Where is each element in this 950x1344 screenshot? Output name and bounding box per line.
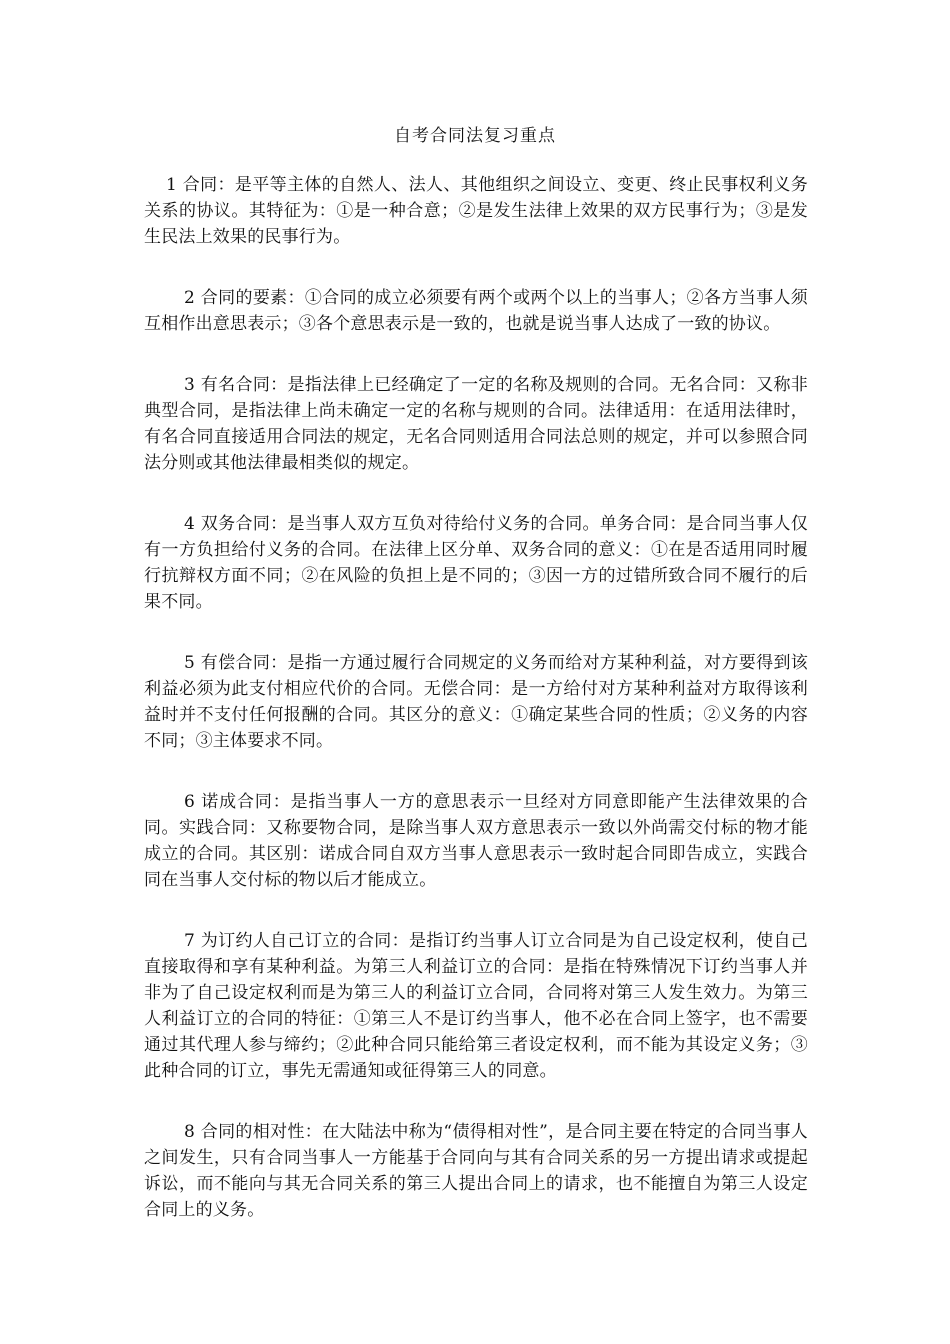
document-body bbox=[144, 172, 808, 1258]
paragraph-4: 4 双务合同：是当事人双方互负对待给付义务的合同。单务合同：是合同当事人仅有一方负担给付义务的合同。在法律上区分单、双务合同的意义：①在是否适用同时履行抗辩权方面不同；②在风险的负担上是不同的；③因一方的过错所致合同不履行的后果不同。 bbox=[144, 514, 808, 612]
paragraph-8: 8 合同的相对性：在大陆法中称为“债得相对性”，是合同主要在特定的合同当事人之间发生，只有合同当事人一方能基于合同向与其有合同关系的另一方提出请求或提起诉讼，而不能向与其无合同关系的第三人提出合同上的请求，也不能擅自为第三人设定合同上的义务。 bbox=[144, 1122, 808, 1220]
paragraph-2: 2 合同的要素：①合同的成立必须要有两个或两个以上的当事人；②各方当事人须互相作出意思表示；③各个意思表示是一致的，也就是说当事人达成了一致的协议。 bbox=[144, 288, 808, 334]
paragraph-6: 6 诺成合同：是指当事人一方的意思表示一旦经对方同意即能产生法律效果的合同。实践合同：又称要物合同，是除当事人双方意思表示一致以外尚需交付标的物才能成立的合同。其区别：诺成合同自双方当事人意思表示一致时起合同即告成立，实践合同在当事人交付标的物以后才能成立。 bbox=[144, 792, 808, 890]
document-title: 自考合同法复习重点 bbox=[394, 126, 556, 146]
paragraph-1: 1 合同：是平等主体的自然人、法人、其他组织之间设立、变更、终止民事权利义务关系的协议。其特征为：①是一种合意；②是发生法律上效果的双方民事行为；③是发生民法上效果的民事行为。 bbox=[144, 175, 808, 247]
paragraph-7: 7 为订约人自己订立的合同：是指订约当事人订立合同是为自己设定权利，使自己直接取得和享有某种利益。为第三人利益订立的合同：是指在特殊情况下订约当事人并非为了自己设定权利而是为第三人的利益订立合同，合同将对第三人发生效力。为第三人利益订立的合同的特征：①第三人不是订约当事人，他不必在合同上签字，也不需要通过其代理人参与缔约；②此种合同只能给第三者设定权利，而不能为其设定义务；③此种合同的订立，事先无需通知或征得第三人的同意。 bbox=[144, 931, 808, 1081]
paragraph-3: 3 有名合同：是指法律上已经确定了一定的名称及规则的合同。无名合同：又称非典型合同，是指法律上尚未确定一定的名称与规则的合同。法律适用：在适用法律时，有名合同直接适用合同法的规定，无名合同则适用合同法总则的规定，并可以参照合同法分则或其他法律最相类似的规定。 bbox=[144, 375, 808, 473]
paragraph-5: 5 有偿合同：是指一方通过履行合同规定的义务而给对方某种利益，对方要得到该利益必须为此支付相应代价的合同。无偿合同：是一方给付对方某种利益对方取得该利益时并不支付任何报酬的合同。其区分的意义：①确定某些合同的性质；②义务的内容不同；③主体要求不同。 bbox=[144, 653, 808, 751]
